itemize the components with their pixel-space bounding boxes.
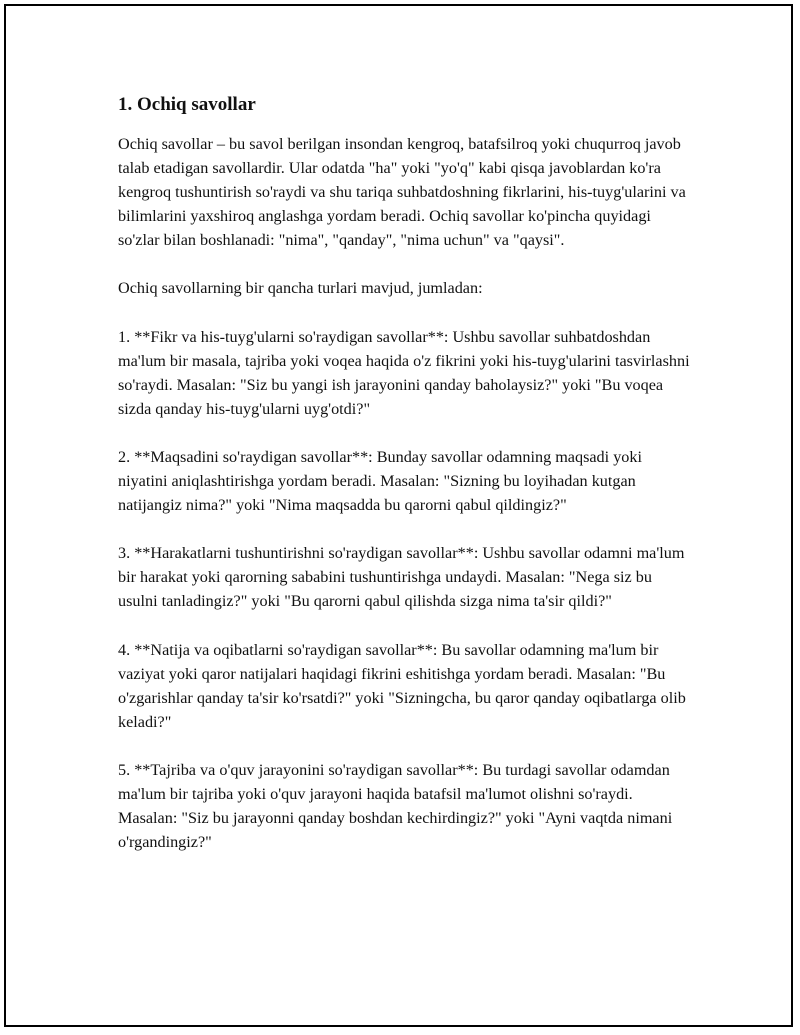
document-body (118, 92, 693, 878)
intro-paragraph: Ochiq savollar – bu savol berilgan insondan kengroq, batafsilroq yoki chuqurroq javob talab etadigan savollardir. Ular odatda "ha" yoki "yo'q" kabi qisqa javoblardan ko'ra kengroq tushuntirish so'raydi va shu tariqa suhbatdoshning fikrlarini, his-tuyg'ularini va bilimlarini yaxshiroq anglashga yordam beradi. Ochiq savollar ko'pincha quyidagi so'zlar bilan boshlanadi: "nima", "qanday", "nima uchun" va "qaysi". (118, 135, 686, 250)
list-item-opinions-feelings: 1. **Fikr va his-tuyg'ularni so'raydigan savollar**: Ushbu savollar suhbatdoshdan ma'lum bir masala, tajriba yoki voqea haqida o'z fikrini yoki his-tuyg'ularini tasvirlashni so'raydi. Masalan: "Siz bu yangi ish jarayonini qanday baholaysiz?" yoki "Bu voqea sizda qanday his-tuyg'ularni uyg'otdi?" (118, 327, 690, 418)
list-item-experience: 5. **Tajriba va o'quv jarayonini so'raydigan savollar**: Bu turdagi savollar odamdan ma'lum bir tajriba yoki o'quv jarayoni haqida batafsil ma'lumot olishni so'raydi. Masalan: "Siz bu jarayonni qanday boshdan kechirdingiz?" yoki "Ayni vaqtda nimani o'rgandingiz?" (118, 760, 673, 852)
list-item-actions: 3. **Harakatlarni tushuntirishni so'raydigan savollar**: Ushbu savollar odamni ma'lum bir harakat yoki qarorning sababini tushuntirishga undaydi. Masalan: "Nega siz bu usulni tanladingiz?" yoki "Bu qarorni qabul qilishda sizga nima ta'sir qildi?" (118, 544, 685, 611)
list-item-results: 4. **Natija va oqibatlarni so'raydigan savollar**: Bu savollar odamning ma'lum bir vaziyat yoki qaror natijalari haqidagi fikrini eshitishga yordam beradi. Masalan: "Bu o'zgarishlar qanday ta'sir ko'rsatdi?" yoki "Sizningcha, bu qaror qanday oqibatlarga olib keladi?" (118, 640, 686, 731)
section-heading: 1. Ochiq savollar (118, 94, 256, 115)
list-item-purpose: 2. **Maqsadini so'raydigan savollar**: Bunday savollar odamning maqsadi yoki niyatini aniqlashtirishga yordam beradi. Masalan: "Sizning bu loyihadan kutgan natijangiz nima?" yoki "Nima maqsadda bu qarorni qabul qildingiz?" (118, 447, 642, 515)
types-intro-paragraph: Ochiq savollarning bir qancha turlari mavjud, jumladan: (118, 279, 483, 298)
